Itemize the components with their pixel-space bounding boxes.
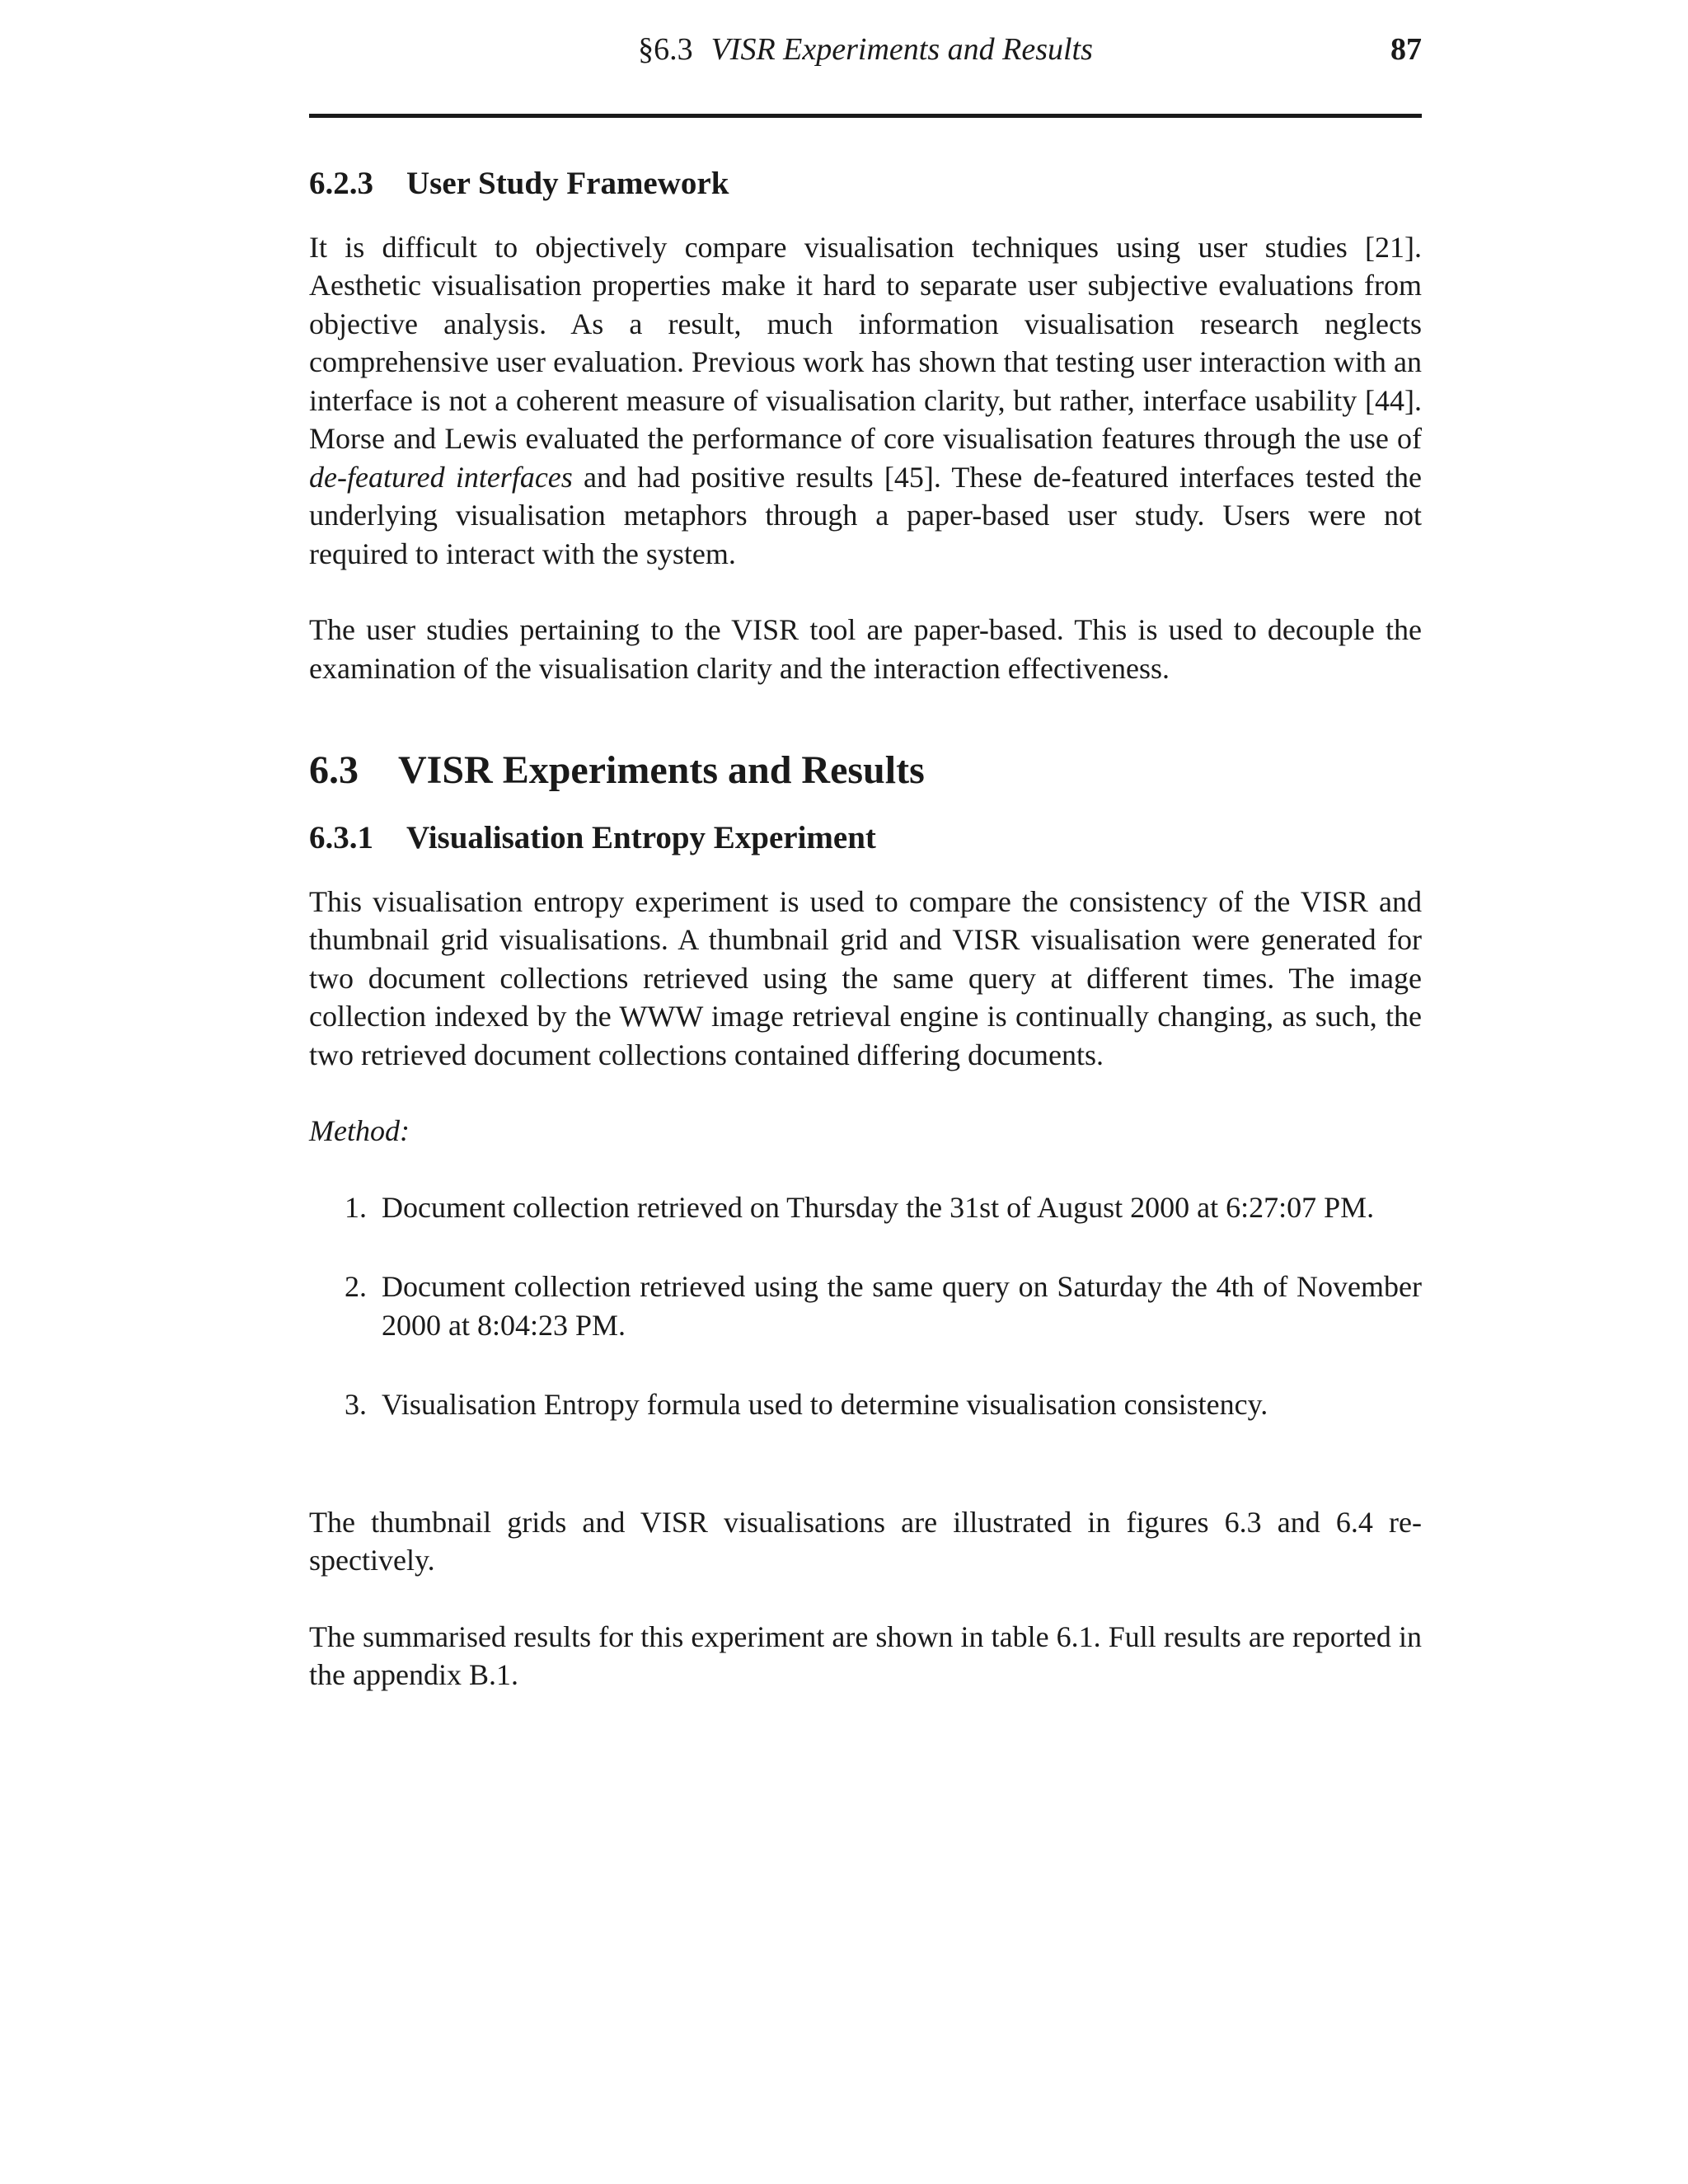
running-header-title: VISR Experiments and Results	[710, 32, 1093, 67]
subsection-heading-6-3-1	[309, 819, 1422, 858]
list-marker: 2.	[345, 1270, 367, 1304]
page-content	[309, 165, 1422, 1732]
running-header	[309, 31, 1422, 81]
section-title: VISR Experiments and Results	[398, 748, 925, 793]
subsection-heading-6-2-3	[309, 165, 1422, 204]
list-marker: 3.	[345, 1388, 367, 1422]
subsection-number: 6.2.3	[309, 166, 373, 201]
list-item	[309, 1188, 1422, 1227]
subsection-title: Visualisation Entropy Experiment	[406, 819, 876, 855]
paragraph-text: and had positive results [45]. These de-featured interfaces tested the underlying visualisation metaphors through a paper-based user study. Users were not required to interact with the system.	[309, 460, 1423, 570]
method-steps	[309, 1188, 1422, 1424]
list-item	[309, 1385, 1422, 1424]
paragraph-user-study-1	[309, 228, 1422, 574]
paragraph-entropy-1: This visualisation entropy experiment is used to compare the consistency of the VISR and thumbnail grid visualisations. A thumbnail grid and VISR visualisation were generated for two document collections retrieved using the same query at different times. The image collection indexed by the WWW image retrieval engine is continually changing, as such, the two retrieved document collections contained differing documents.	[309, 884, 1422, 1071]
paragraph-entropy-3: The summarised results for this experiment are shown in table 6.1. Full results are reported in the appendix B.1.	[309, 1619, 1422, 1692]
list-item-text: Document collection retrieved using the same query on Saturday the 4th of November 2000 at 8:04:23 PM.	[382, 1270, 1422, 1342]
running-header-section: §6.3	[638, 32, 693, 67]
paragraph-user-study-2: The user studies pertaining to the VISR tool are paper-based. This is used to decouple the examination of the visualisation clarity and the interaction effectiveness.	[309, 613, 1422, 685]
section-heading-6-3	[309, 747, 1422, 794]
paragraph-text: It is difficult to objectively compare visualisation techniques using user studies [21]. Aesthetic visualisation properties make it hard to separate user subjective evaluations from objective analysis. As a result, much information visualisation research neglects comprehensive user evaluation. Previous work has shown that testing user interaction with an interface is not a coherent measure of visualisation clarity, but rather, interface usability [44]. Morse and Lewis evaluated the performance of core visualisation features through the use of	[309, 230, 1422, 456]
header-rule	[309, 114, 1422, 118]
list-item	[309, 1268, 1422, 1344]
subsection-title: User Study Framework	[406, 166, 729, 201]
running-header-center	[309, 31, 1422, 68]
paragraph-entropy-2: The thumbnail grids and VISR visualisations are illustrated in figures 6.3 and 6.4 respectively.	[309, 1505, 1422, 1577]
list-item-text: Visualisation Entropy formula used to determine visualisation consistency.	[382, 1388, 1268, 1422]
page-number: 87	[1390, 32, 1422, 67]
method-label: Method:	[309, 1114, 410, 1148]
section-number: 6.3	[309, 748, 359, 793]
emphasis-term: de-featured interfaces	[309, 460, 573, 494]
subsection-number: 6.3.1	[309, 819, 373, 855]
list-marker: 1.	[345, 1190, 367, 1224]
list-item-text: Document collection retrieved on Thursday the 31st of August 2000 at 6:27:07 PM.	[382, 1190, 1375, 1224]
